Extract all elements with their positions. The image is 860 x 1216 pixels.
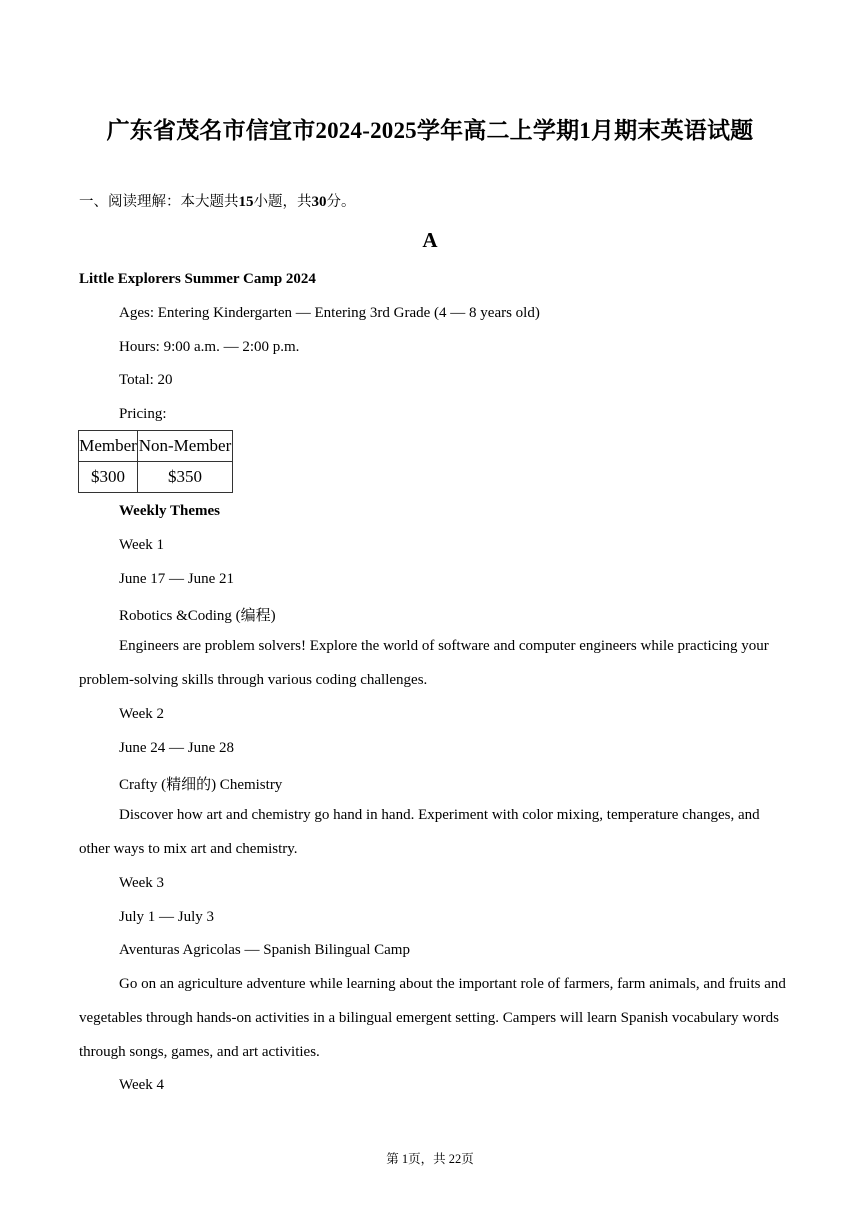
page-footer: 第 1页，共 22页 — [386, 1152, 474, 1166]
weekly-themes-heading: Weekly Themes — [119, 503, 220, 519]
week-description: Engineers are problem solvers! Explore the world of software and computer engineers while practicing your — [119, 638, 769, 654]
week-description: through songs, games, and art activities. — [79, 1044, 320, 1060]
week-label: Week 1 — [119, 537, 165, 553]
table-header-member: Member — [79, 431, 138, 462]
section-heading: 一、阅读理解：本大题共15小题，共30分。 — [79, 194, 356, 210]
exam-title: 广东省茂名市信宜市2024-2025学年高二上学期1月期末英语试题 — [106, 118, 754, 143]
week-label: Week 3 — [119, 875, 165, 891]
pricing-label: Pricing: — [119, 406, 167, 422]
week-label: Week 2 — [119, 706, 165, 722]
part-label: A — [422, 228, 438, 252]
camp-title: Little Explorers Summer Camp 2024 — [79, 271, 316, 287]
week-dates: June 17 — June 21 — [119, 571, 234, 587]
week-description: vegetables through hands-on activities in a bilingual emergent setting. Campers will learn Spanish vocabulary words — [79, 1010, 779, 1026]
table-header-row — [79, 431, 233, 462]
week-label: Week 4 — [119, 1077, 165, 1093]
week-theme: Aventuras Agricolas — Spanish Bilingual Camp — [119, 942, 410, 958]
ages-text: Ages: Entering Kindergarten — Entering 3rd Grade (4 — 8 years old) — [119, 305, 540, 321]
week-dates: June 24 — June 28 — [119, 740, 234, 756]
non-member-price: $350 — [138, 462, 233, 493]
week-description: Discover how art and chemistry go hand in hand. Experiment with color mixing, temperature changes, and — [119, 807, 760, 823]
week-description: other ways to mix art and chemistry. — [79, 841, 298, 857]
week-dates: July 1 — July 3 — [119, 909, 215, 925]
hours-text: Hours: 9:00 a.m. — 2:00 p.m. — [119, 339, 300, 355]
week-theme: Robotics &Coding (编程) — [119, 608, 276, 624]
total-text: Total: 20 — [119, 372, 173, 388]
week-description: Go on an agriculture adventure while learning about the important role of farmers, farm animals, and fruits and — [119, 976, 786, 992]
table-row — [79, 462, 233, 493]
table-header-non-member: Non-Member — [138, 431, 233, 462]
week-description: problem-solving skills through various coding challenges. — [79, 672, 428, 688]
pricing-table — [78, 430, 233, 493]
week-theme: Crafty (精细的) Chemistry — [119, 777, 283, 793]
member-price: $300 — [79, 462, 138, 493]
